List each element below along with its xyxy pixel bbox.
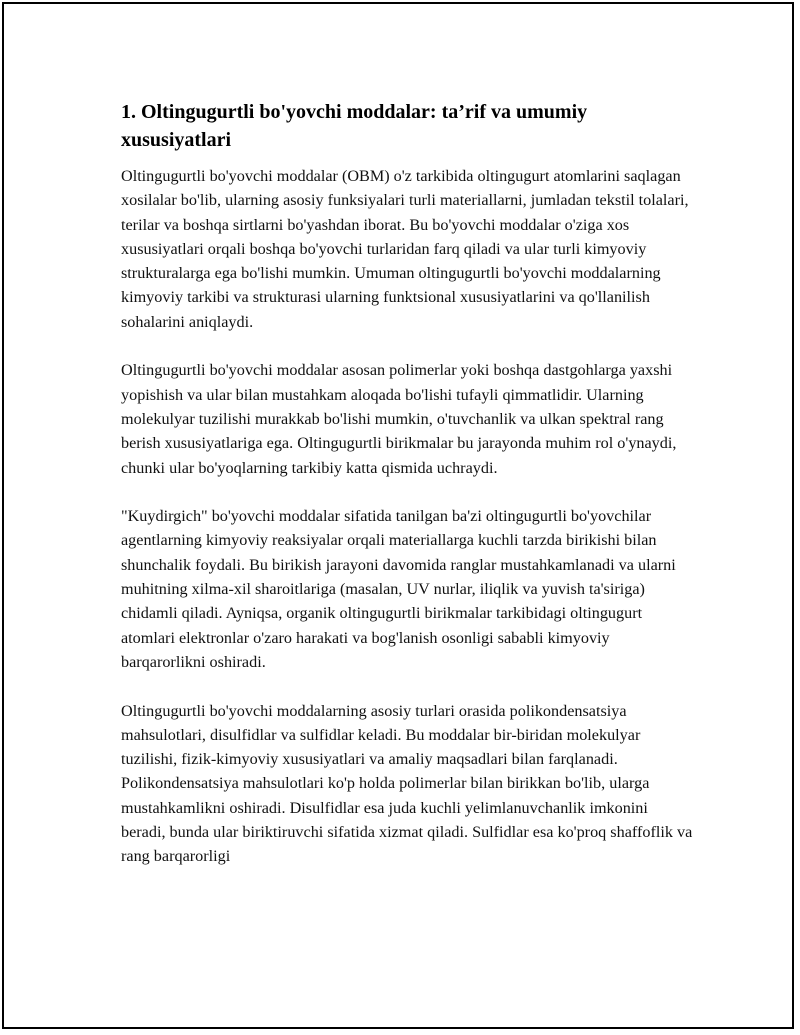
page-frame [2,2,794,1029]
paragraph: Oltingugurtli bo'yovchi moddalar asosan polimerlar yoki boshqa dastgohlarga yaxshi yopishish va ular bilan mustahkam aloqada bo'lishi tufayli qimmatlidir. Ularning molekulyar tuzilishi murakkab bo'lishi mumkin, o'tuvchanlik va ulkan spektral rang berish xususiyatlariga ega. Oltingugurtli birikmalar bu jarayonda muhim rol o'ynaydi, chunki ular bo'yoqlarning tarkibiy katta qismida uchraydi. [121,361,677,477]
document-body [121,98,693,893]
section-heading: 1. Oltingugurtli bo'yovchi moddalar: ta’rif va umumiy xususiyatlari [121,101,588,151]
paragraph: "Kuydirgich" bo'yovchi moddalar sifatida tanilgan ba'zi oltingugurtli bo'yovchilar agentlarning kimyoviy reaksiyalar orqali materiallarga kuchli tarzda birikishi bilan shunchalik foydali. Bu birikish jarayoni davomida ranglar mustahkamlanadi va ularni muhitning xilma-xil sharoitlariga (masalan, UV nurlar, iliqlik va yuvish ta'siriga) chidamli qiladi. Ayniqsa, organik oltingugurtli birikmalar tarkibidagi oltingugurt atomlari elektronlar o'zaro harakati va bog'lanish osonligi sababli kimyoviy barqarorlikni oshiradi. [121,507,676,671]
paragraph: Oltingugurtli bo'yovchi moddalar (OBM) o'z tarkibida oltingugurt atomlarini saqlagan xosilalar bo'lib, ularning asosiy funksiyalari turli materiallarni, jumladan tekstil tolalari, terilar va boshqa sirtlarni bo'yashdan iborat. Bu bo'yovchi moddalar o'ziga xos xususiyatlari orqali boshqa bo'yovchi turlaridan farq qiladi va ular turli kimyoviy strukturalarga ega bo'lishi mumkin. Umuman oltingugurtli bo'yovchi moddalarning kimyoviy tarkibi va strukturasi ularning funktsional xususiyatlarini va qo'llanilish sohalarini aniqlaydi. [121,167,689,331]
paragraph: Oltingugurtli bo'yovchi moddalarning asosiy turlari orasida polikondensatsiya mahsulotlari, disulfidlar va sulfidlar keladi. Bu moddalar bir-biridan molekulyar tuzilishi, fizik-kimyoviy xususiyatlari va amaliy maqsadlari bilan farqlanadi. Polikondensatsiya mahsulotlari ko'p holda polimerlar bilan birikkan bo'lib, ularga mustahkamlikni oshiradi. Disulfidlar esa juda kuchli yelimlanuvchanlik imkonini beradi, bunda ular biriktiruvchi sifatida xizmat qiladi. Sulfidlar esa ko'proq shaffoflik va rang barqarorligi [121,701,693,866]
